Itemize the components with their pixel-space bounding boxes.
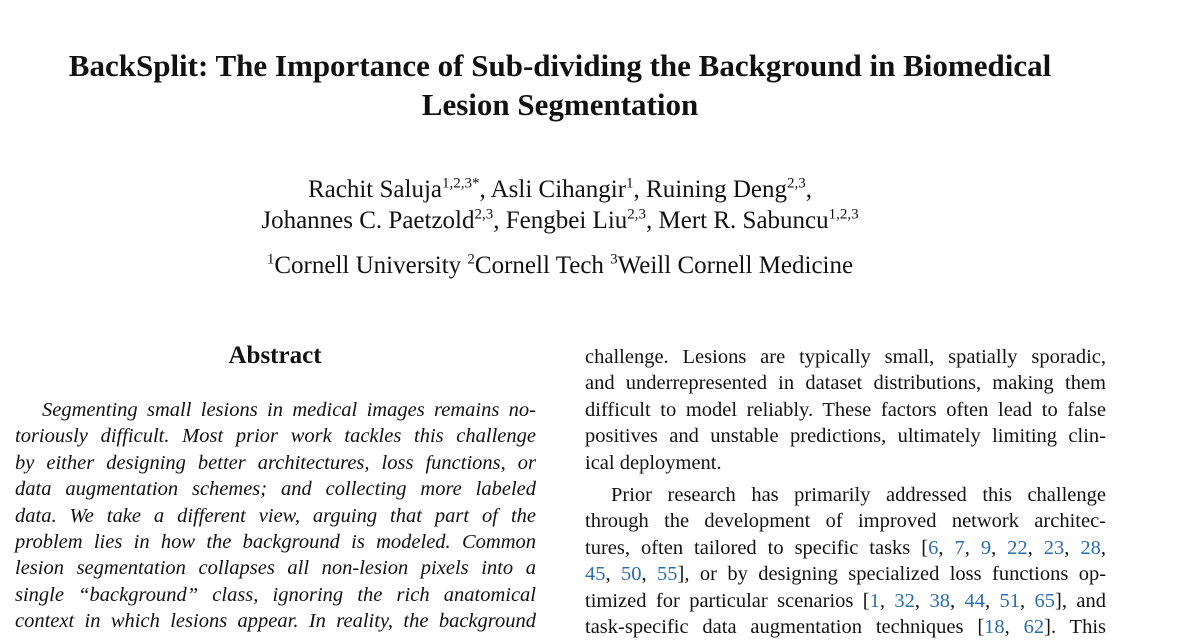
author-affiliation-sup: 1,2,3	[441, 175, 472, 192]
paper-title	[0, 46, 1120, 124]
intro-line: and underrepresented in dataset distributions, making them	[585, 372, 1106, 395]
intro-line: through the development of improved network architec-	[585, 510, 1106, 533]
intro-line: Prior research has primarily addressed this challenge	[611, 484, 1106, 507]
citation-link[interactable]: 6	[928, 536, 939, 559]
intro-line: 45, 50, 55], or by designing specialized loss functions op-	[585, 563, 1107, 586]
affiliations	[0, 250, 1120, 281]
citation-link[interactable]: 50	[621, 563, 642, 586]
abstract-line: data augmentation schemes; and collecting more labeled	[15, 478, 536, 501]
author-name: Rachit Saluja	[307, 176, 442, 203]
citation-link[interactable]: 7	[954, 536, 965, 559]
abstract-body	[15, 397, 536, 635]
intro-line: difficult to model reliably. These factors often lead to false	[585, 398, 1106, 421]
author-affiliation-sup: 1,2,3	[828, 206, 859, 223]
author-line-1: Rachit Saluja$^{1,2,3*}$, Asli Cihangir$^1$, Ruining Deng$^{2,3}$,	[307, 175, 812, 203]
affiliation-name: Weill Cornell Medicine	[617, 252, 854, 279]
intro-line: task-specific data augmentation techniques [18, 62]. This	[585, 616, 1107, 639]
abstract-line: problem lies in how the background is modeled. Common	[15, 531, 536, 554]
citation-link[interactable]: 51	[999, 589, 1021, 612]
citation-link[interactable]: 45	[585, 563, 606, 586]
author-name: Mert R. Sabuncu	[658, 207, 829, 234]
author-affiliation-sup: 1	[626, 175, 634, 192]
abstract-heading: Abstract	[228, 342, 322, 369]
author-name: Asli Cihangir	[490, 176, 627, 203]
author-line-2: Johannes C. Paetzold$^{2,3}$, Fengbei Liu$^{2,3}$, Mert R. Sabuncu$^{1,2,3}$	[261, 206, 859, 234]
citation-link[interactable]: 32	[894, 589, 915, 612]
citation-link[interactable]: 22	[1007, 536, 1028, 559]
author-name: Fengbei Liu	[505, 207, 628, 234]
affiliation-sup: 1	[266, 251, 275, 268]
author-name: Johannes C. Paetzold	[261, 207, 475, 234]
affiliation-name: Cornell University	[274, 252, 462, 279]
citation-link[interactable]: 62	[1023, 616, 1045, 639]
abstract-line: by either designing better architectures, loss functions, or	[15, 451, 536, 474]
title-line-1: BackSplit: The Importance of Sub-dividing the Background in Biomedical	[68, 48, 1052, 83]
affiliation-sup: 2	[467, 251, 475, 268]
affiliation-name: Cornell Tech	[474, 252, 604, 279]
author-affiliation-sup: 2,3	[787, 175, 806, 192]
citation-link[interactable]: 28	[1080, 536, 1101, 559]
intro-line: challenge. Lesions are typically small, spatially sporadic,	[585, 346, 1106, 368]
citation-link[interactable]: 1	[869, 589, 880, 612]
affiliation-sup: 3	[610, 251, 618, 268]
author-affiliation-sup: 2,3	[474, 206, 494, 223]
citation-link[interactable]: 44	[964, 589, 985, 612]
citation-link[interactable]: 9	[980, 536, 992, 559]
citation-link[interactable]: 18	[984, 616, 1005, 639]
intro-paragraph-2	[585, 482, 1106, 640]
corresponding-author-mark: *	[471, 175, 480, 192]
introduction-body	[585, 344, 1106, 640]
citation-link[interactable]: 55	[657, 563, 678, 586]
intro-paragraph-1	[585, 344, 1106, 476]
abstract-line: lesion segmentation collapses all non-lesion pixels into a	[15, 557, 536, 580]
citation-link[interactable]: 23	[1043, 536, 1065, 559]
intro-line: tures, often tailored to specific tasks [6, 7, 9, 22, 23, 28,	[585, 536, 1107, 559]
abstract-line: context in which lesions appear. In reality, the background	[15, 610, 536, 633]
intro-line: positives and unstable predictions, ultimately limiting clin-	[585, 425, 1106, 448]
abstract-line: data. We take a different view, arguing that part of the	[15, 504, 536, 527]
author-name: Ruining Deng	[646, 176, 787, 203]
intro-line: timized for particular scenarios [1, 32, 38, 44, 51, 65], and	[585, 589, 1107, 612]
citation-link[interactable]: 65	[1034, 589, 1056, 612]
title-line-2: Lesion Segmentation	[421, 87, 699, 122]
intro-line: ical deployment.	[585, 451, 722, 474]
abstract-line: toriously difficult. Most prior work tackles this challenge	[15, 425, 536, 448]
abstract-line: single “background” class, ignoring the rich anatomical	[15, 583, 536, 606]
author-affiliation-sup: 2,3	[627, 206, 647, 223]
author-list	[0, 174, 1120, 236]
abstract-line: Segmenting small lesions in medical images remains no-	[42, 399, 536, 421]
citation-link[interactable]: 38	[929, 589, 950, 612]
